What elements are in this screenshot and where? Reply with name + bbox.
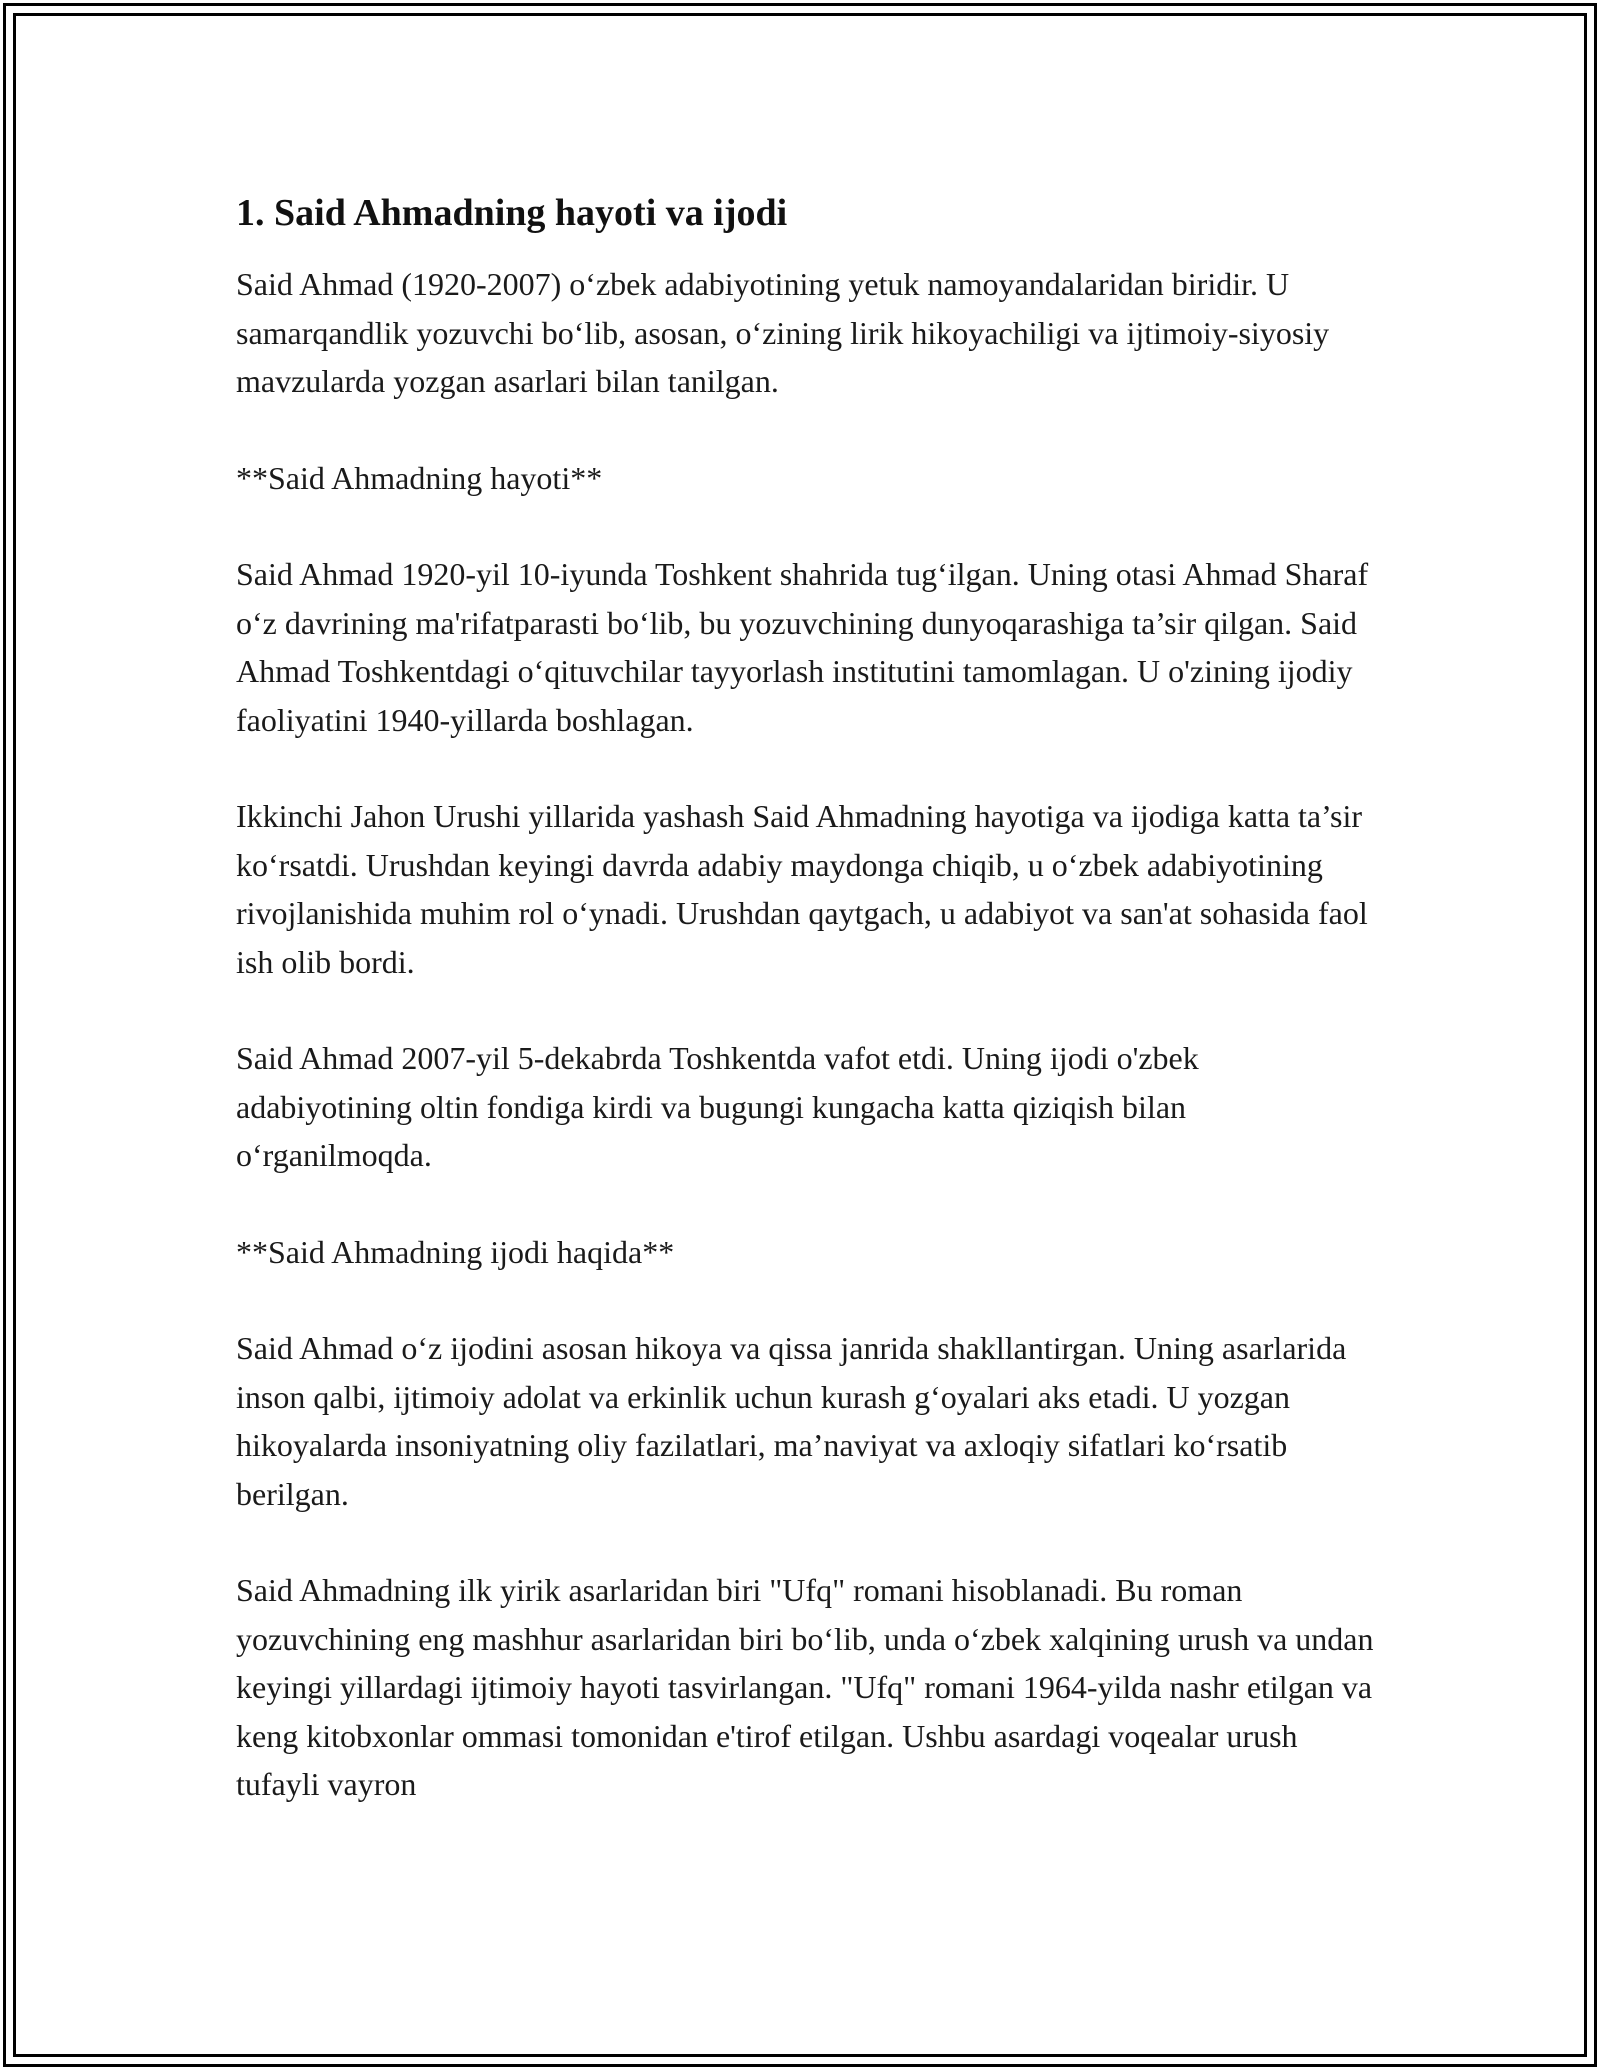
spacer bbox=[236, 1518, 1376, 1566]
spacer bbox=[236, 406, 1376, 454]
paragraph-war: Ikkinchi Jahon Urushi yillarida yashash Said Ahmadning hayotiga va ijodiga katta ta’sir ko‘rsatdi. Urushdan keyingi davrda adabiy maydonga chiqib, u o‘zbek adabiyotining rivojlanishida muhim rol o‘ynadi. Urushdan qaytgach, u adabiyot va san'at sohasida faol ish olib bordi. bbox=[236, 798, 1368, 980]
paragraph-ufq: Said Ahmadning ilk yirik asarlaridan biri "Ufq" romani hisoblanadi. Bu roman yozuvchining eng mashhur asarlaridan biri bo‘lib, unda o‘zbek xalqining urush va undan keyingi yillardagi ijtimoiy hayoti tasvirlangan. "Ufq" romani 1964-yilda nashr etilgan va keng kitobxonlar ommasi tomonidan e'tirof etilgan. Ushbu asardagi voqealar urush tufayli vayron bbox=[236, 1572, 1374, 1802]
paragraph-birth: Said Ahmad 1920-yil 10-iyunda Toshkent shahrida tug‘ilgan. Uning otasi Ahmad Sharaf o‘z davrining ma'rifatparasti bo‘lib, bu yozuvchining dunyoqarashiga ta’sir qilgan. Said Ahmad Toshkentdagi o‘qituvchilar tayyorlash institutini tamomlagan. U o'zining ijodiy faoliyatini 1940-yillarda boshlagan. bbox=[236, 556, 1369, 738]
spacer bbox=[236, 502, 1376, 550]
spacer bbox=[236, 242, 1376, 260]
spacer bbox=[236, 986, 1376, 1034]
spacer bbox=[236, 1180, 1376, 1228]
spacer bbox=[236, 744, 1376, 792]
document-title: 1. Said Ahmadning hayoti va ijodi bbox=[236, 192, 788, 234]
section-heading-hayoti: **Said Ahmadning hayoti** bbox=[236, 459, 603, 496]
section-heading-ijodi: **Said Ahmadning ijodi haqida** bbox=[236, 1233, 675, 1270]
paragraph-intro: Said Ahmad (1920-2007) o‘zbek adabiyotining yetuk namoyandalaridan biridir. U samarqandlik yozuvchi bo‘lib, asosan, o‘zining lirik hikoyachiligi va ijtimoiy-siyosiy mavzularda yozgan asarlari bilan tanilgan. bbox=[236, 266, 1330, 399]
document-page bbox=[236, 184, 1376, 1809]
paragraph-death: Said Ahmad 2007-yil 5-dekabrda Toshkentda vafot etdi. Uning ijodi o'zbek adabiyotining oltin fondiga kirdi va bugungi kungacha katta qiziqish bilan o‘rganilmoqda. bbox=[236, 1040, 1199, 1173]
spacer bbox=[236, 1276, 1376, 1324]
paragraph-creativity: Said Ahmad o‘z ijodini asosan hikoya va qissa janrida shakllantirgan. Uning asarlarida inson qalbi, ijtimoiy adolat va erkinlik uchun kurash g‘oyalari aks etadi. U yozgan hikoyalarda insoniyatning oliy fazilatlari, ma’naviyat va axloqiy sifatlari ko‘rsatib berilgan. bbox=[236, 1330, 1347, 1512]
